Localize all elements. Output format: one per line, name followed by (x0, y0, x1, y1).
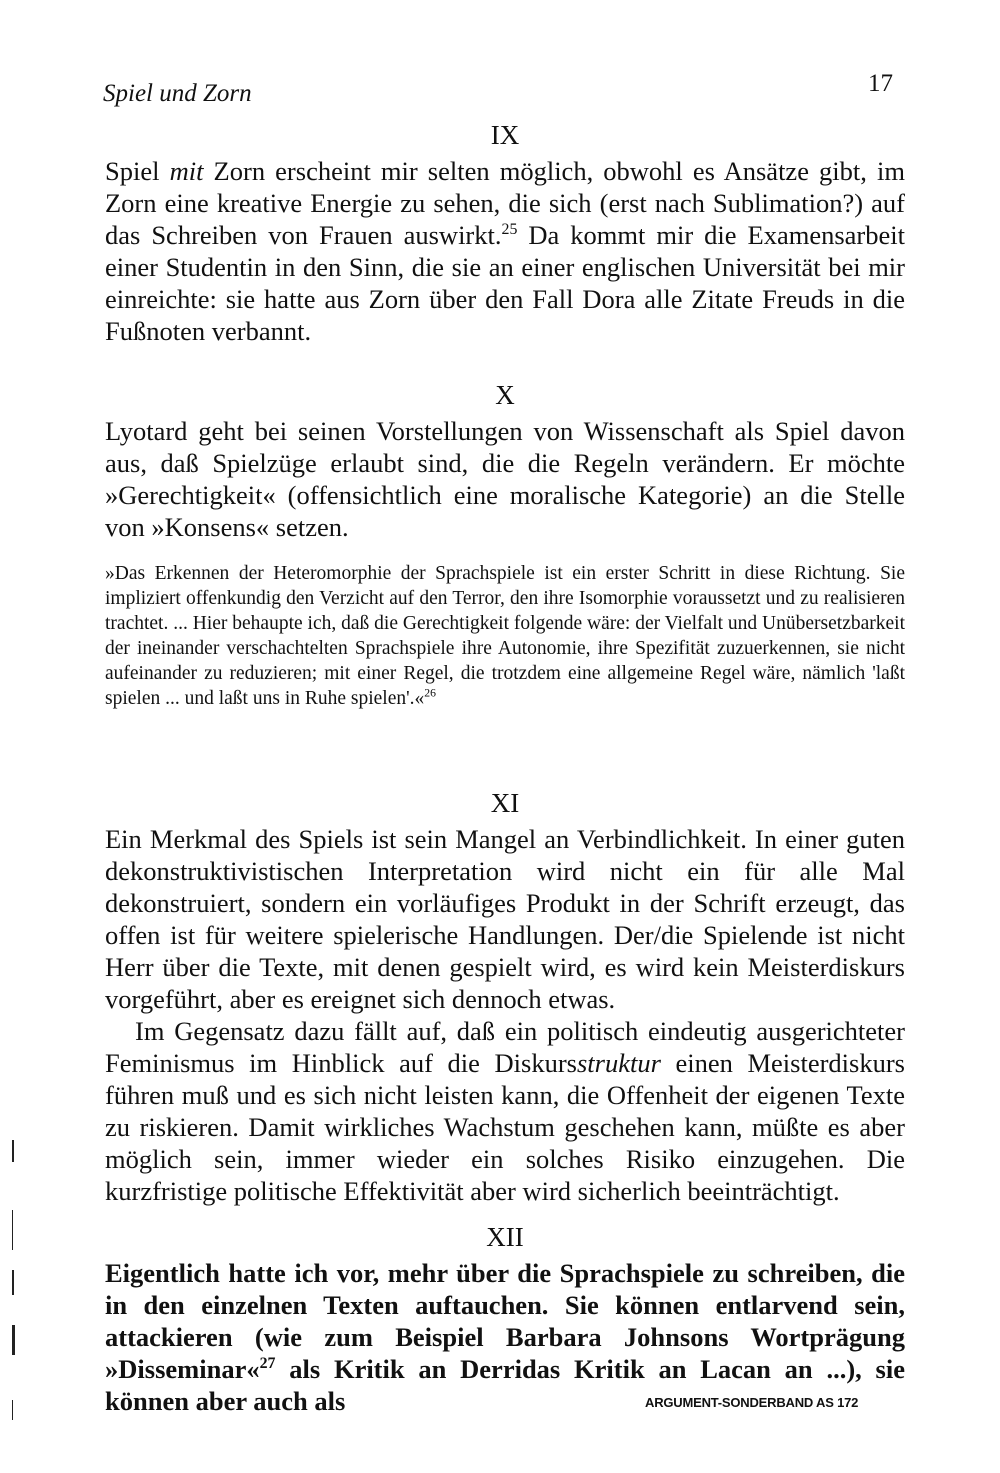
running-header-title: Spiel und Zorn (103, 80, 252, 107)
section-ix (105, 120, 905, 347)
paragraph: Lyotard geht bei seinen Vorstellungen von Wissenschaft als Spiel davon aus, daß Spielzüge erlaubt sind, die die Regeln verändern. Er möchte »Gerechtigkeit« (offensichtlich eine moralische Kategorie) an die Stelle von »Konsens« setzen. (105, 416, 905, 542)
scan-margin-marks (12, 1140, 18, 1440)
block-quote (105, 561, 905, 711)
section-x (105, 380, 905, 711)
paragraph (105, 155, 905, 347)
section-number: XII (486, 1222, 524, 1252)
section-xi (105, 788, 905, 1207)
text-run: einen Meisterdiskurs führen muß und es sich nicht leisten kann, die Offenheit der eigenen Texte zu riskieren. Damit wirkliches Wachstum geschehen kann, müßte es aber möglich sein, immer wieder ein solches Risiko einzugehen. Die kurzfristige politische Effektivität aber wird sicherlich beeinträchtigt. (105, 1048, 905, 1206)
footnote-marker: 25 (501, 221, 518, 239)
emphasis-text: struktur (576, 1048, 661, 1078)
text-run: Da kommt mir die Examensarbeit einer Studentin in den Sinn, die sie an einer englischen Universität bei mir einreichte: sie hatte aus Zorn über den Fall Dora alle Zitate Freuds in die Fußnoten verbannt. (105, 220, 905, 346)
paragraph (105, 1257, 905, 1417)
text-run: als Kritik an Derridas Kritik an Lacan an ...), sie können aber auch als (105, 1354, 905, 1416)
text-run: Im Gegensatz dazu fällt auf, daß ein politisch eindeutig ausgerichteter Feminismus im Hinblick auf die Diskurs (105, 1016, 905, 1078)
footer-publication: ARGUMENT-SONDERBAND AS 172 (645, 1395, 859, 1410)
section-number: X (495, 380, 515, 410)
text-run: Eigentlich hatte ich vor, mehr über die Sprachspiele zu schreiben, die in den einzelnen Texten auftauchen. Sie können entlarvend sein, attackieren (wie zum Beispiel Barbara Johnsons Wortprägung »Disseminar« (105, 1258, 905, 1384)
section-number: XI (490, 788, 520, 818)
page-number: 17 (868, 70, 893, 97)
footnote-marker: 27 (259, 1355, 276, 1373)
emphasis-text: mit (169, 156, 204, 186)
text-run: Spiel (105, 156, 170, 186)
footnote-marker: 26 (424, 686, 436, 700)
paragraph (105, 1015, 905, 1207)
section-xii (105, 1222, 905, 1417)
quote-text: »Das Erkennen der Heteromorphie der Sprachspiele ist ein erster Schritt in diese Richtung. Sie impliziert offenkundig den Verzicht auf den Terror, den ihre Isomorphie voraussetzt und zu realisieren trachtet. ... Hier behaupte ich, daß die Gerechtigkeit folgende wäre: der Vielfalt und Unübersetzbarkeit der ineinander verschachtelten Sprachspiele ihre Autonomie, ihre Spezifität zuzuerkennen, sie nicht aufeinander zu reduzieren; mit einer Regel, die trotzdem eine allgemeine Regel wäre, nämlich 'laßt spielen ... und laßt uns in Ruhe spielen'.« (105, 563, 905, 709)
paragraph: Ein Merkmal des Spiels ist sein Mangel an Verbindlichkeit. In einer guten dekonstruktivistischen Interpretation wird nicht ein für alle Mal dekonstruiert, sondern ein vorläufiges Produkt in der Schrift erzeugt, das offen ist für weitere spielerische Handlungen. Der/die Spielende ist nicht Herr über die Texte, mit denen gespielt wird, es wird kein Meisterdiskurs vorgeführt, aber es ereignet sich dennoch etwas. (105, 824, 905, 1014)
text-run: Zorn erscheint mir selten möglich, obwohl es Ansätze gibt, im Zorn eine kreative Energie zu sehen, die sich (erst nach Sublimation?) auf das Schreiben von Frauen auswirkt. (105, 156, 905, 250)
section-number: IX (490, 120, 520, 150)
